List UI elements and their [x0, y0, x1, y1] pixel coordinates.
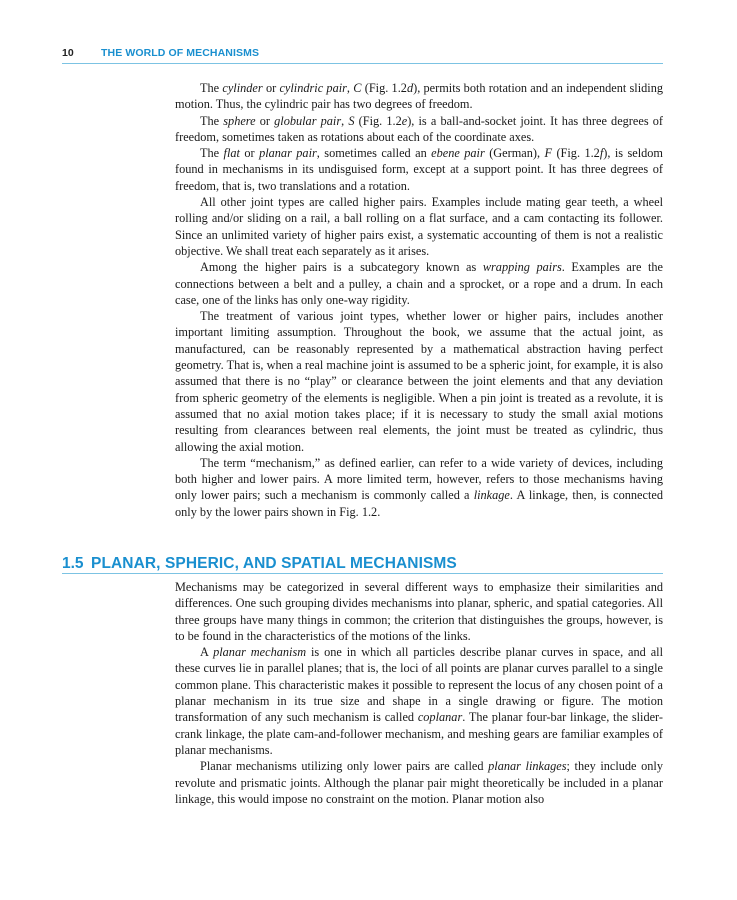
italic-term: C	[353, 81, 362, 95]
italic-term: planar pair	[259, 146, 317, 161]
text-run: (Fig. 1.2	[552, 146, 600, 161]
section-heading	[62, 553, 663, 574]
paragraph	[175, 145, 663, 194]
text-run: ; they include only revolute and prismatic joints. Although the planar pair might theoretically be included in a planar linkage, this would impose no constraint on the motion. Planar motion also	[175, 759, 663, 806]
italic-term: coplanar	[417, 710, 463, 725]
italic-term: f	[599, 146, 604, 161]
section-number: 1.5	[62, 555, 84, 572]
text-run: Planar mechanisms utilizing only lower pairs are called	[200, 759, 489, 774]
paragraph	[175, 80, 663, 113]
italic-term: S	[348, 113, 355, 128]
text-run: . Examples are the connections between a belt and a pulley, a chain and a sprocket, or a rope and a drum. In each case, one of the links has only one-way rigidity.	[175, 260, 663, 307]
text-run: or	[262, 81, 280, 95]
italic-term: sphere	[223, 113, 256, 128]
paragraph	[175, 455, 663, 520]
paragraph	[175, 644, 663, 758]
running-title: THE WORLD OF MECHANISMS	[101, 47, 260, 59]
text-run: (German),	[484, 146, 545, 161]
section-title: PLANAR, SPHERIC, AND SPATIAL MECHANISMS	[91, 555, 457, 572]
text-run: (Fig. 1.2	[354, 113, 402, 128]
italic-term: d	[406, 81, 414, 95]
text-run: or	[255, 113, 275, 128]
text-run: ,	[346, 81, 354, 95]
text-run: ), is a ball-and-socket joint. It has three degrees of freedom, sometimes taken as rotations about each of the coordinate axes.	[175, 113, 663, 144]
text-run: The	[200, 113, 224, 128]
text-run: ), permits both rotation and an independent sliding motion. Thus, the cylindric pair has two degrees of freedom.	[175, 81, 664, 112]
text-run: The treatment of various joint types, whether lower or higher pairs, includes another important limiting assumption. Throughout the book, we assume that the actual joint, as manufactured, can be reasonably represented by a mathematical abstraction having perfect geometry. That is, when a real machine joint is assumed to be a spheric joint, for example, it is also assumed that there is no “play” or clearance between the joint elements and that any deviation from spheric geometry of the elements is negligible. When a pin joint is treated as a revolute, it is assumed that no axial motion takes place; if it is necessary to study the small axial motions resulting from clearances between real elements, the joint must be treated as cylindric, thus allowing the axial motion.	[175, 309, 663, 454]
italic-term: cylinder	[222, 81, 263, 95]
text-run: Among the higher pairs is a subcategory known as	[200, 260, 483, 275]
italic-term: globular pair	[274, 113, 342, 128]
text-run: ), is seldom found in mechanisms in its undisguised form, except at a support point. It has three degrees of freedom, that is, two translations and a rotation.	[175, 146, 663, 193]
text-run: ,	[341, 113, 349, 128]
paragraph	[175, 113, 663, 146]
text-run: , sometimes called an	[316, 146, 432, 161]
page-number: 10	[62, 47, 74, 59]
text-run: The term “mechanism,” as defined earlier, can refer to a wide variety of devices, including both higher and lower pairs. A more limited term, however, refers to those mechanisms having only lower pairs; such a mechanism is commonly called a	[175, 455, 663, 503]
paragraph	[175, 758, 663, 807]
text-run: The	[200, 146, 224, 161]
body-text-lower	[175, 579, 663, 807]
text-run: is one in which all particles describe planar curves in space, and all these curves lie in parallel planes; that is, the loci of all points are planar curves parallel to a single common plane. This characteristic makes it possible to represent the locus of any chosen point of a planar mechanism in its true size and shape in a single drawing or figure. The motion transformation of any such mechanism is called	[175, 645, 663, 725]
body-text-upper	[175, 80, 663, 520]
paragraph	[175, 308, 663, 455]
italic-term: flat	[223, 146, 240, 161]
text-run: . A linkage, then, is connected only by the lower pairs shown in Fig. 1.2.	[175, 488, 663, 519]
text-run: . The planar four-bar linkage, the slider-crank linkage, the plate cam-and-follower mechanism, and meshing gears are familiar examples of planar mechanisms.	[175, 710, 663, 757]
italic-term: wrapping pairs	[482, 260, 562, 275]
italic-term: F	[544, 146, 553, 161]
paragraph	[175, 259, 663, 308]
italic-term: linkage	[473, 488, 510, 503]
italic-term: ebene pair	[431, 146, 485, 161]
running-header	[62, 43, 663, 64]
paragraph	[175, 194, 663, 259]
text-run: All other joint types are called higher pairs. Examples include mating gear teeth, a wheel rolling and/or sliding on a rail, a ball rolling on a flat surface, and a cam contacting its follower. Since an unlimited variety of higher pairs exist, a systematic accounting of them is not a realistic objective. We shall treat each separately as it arises.	[175, 195, 663, 258]
italic-term: e	[401, 113, 408, 128]
text-run: (Fig. 1.2	[361, 81, 407, 95]
text-run: Mechanisms may be categorized in several different ways to emphasize their similarities and differences. One such grouping divides mechanisms into planar, spheric, and spatial categories. All three groups have many things in common; the criterion that distinguishes the groups, however, is to be found in the characteristics of the motions of the links.	[175, 580, 663, 643]
italic-term: cylindric pair	[279, 81, 347, 95]
text-run: The	[200, 81, 223, 95]
text-run: or	[239, 146, 260, 161]
italic-term: planar mechanism	[213, 645, 307, 660]
italic-term: planar linkages	[488, 759, 567, 774]
text-run: A	[200, 645, 214, 660]
paragraph	[175, 579, 663, 644]
